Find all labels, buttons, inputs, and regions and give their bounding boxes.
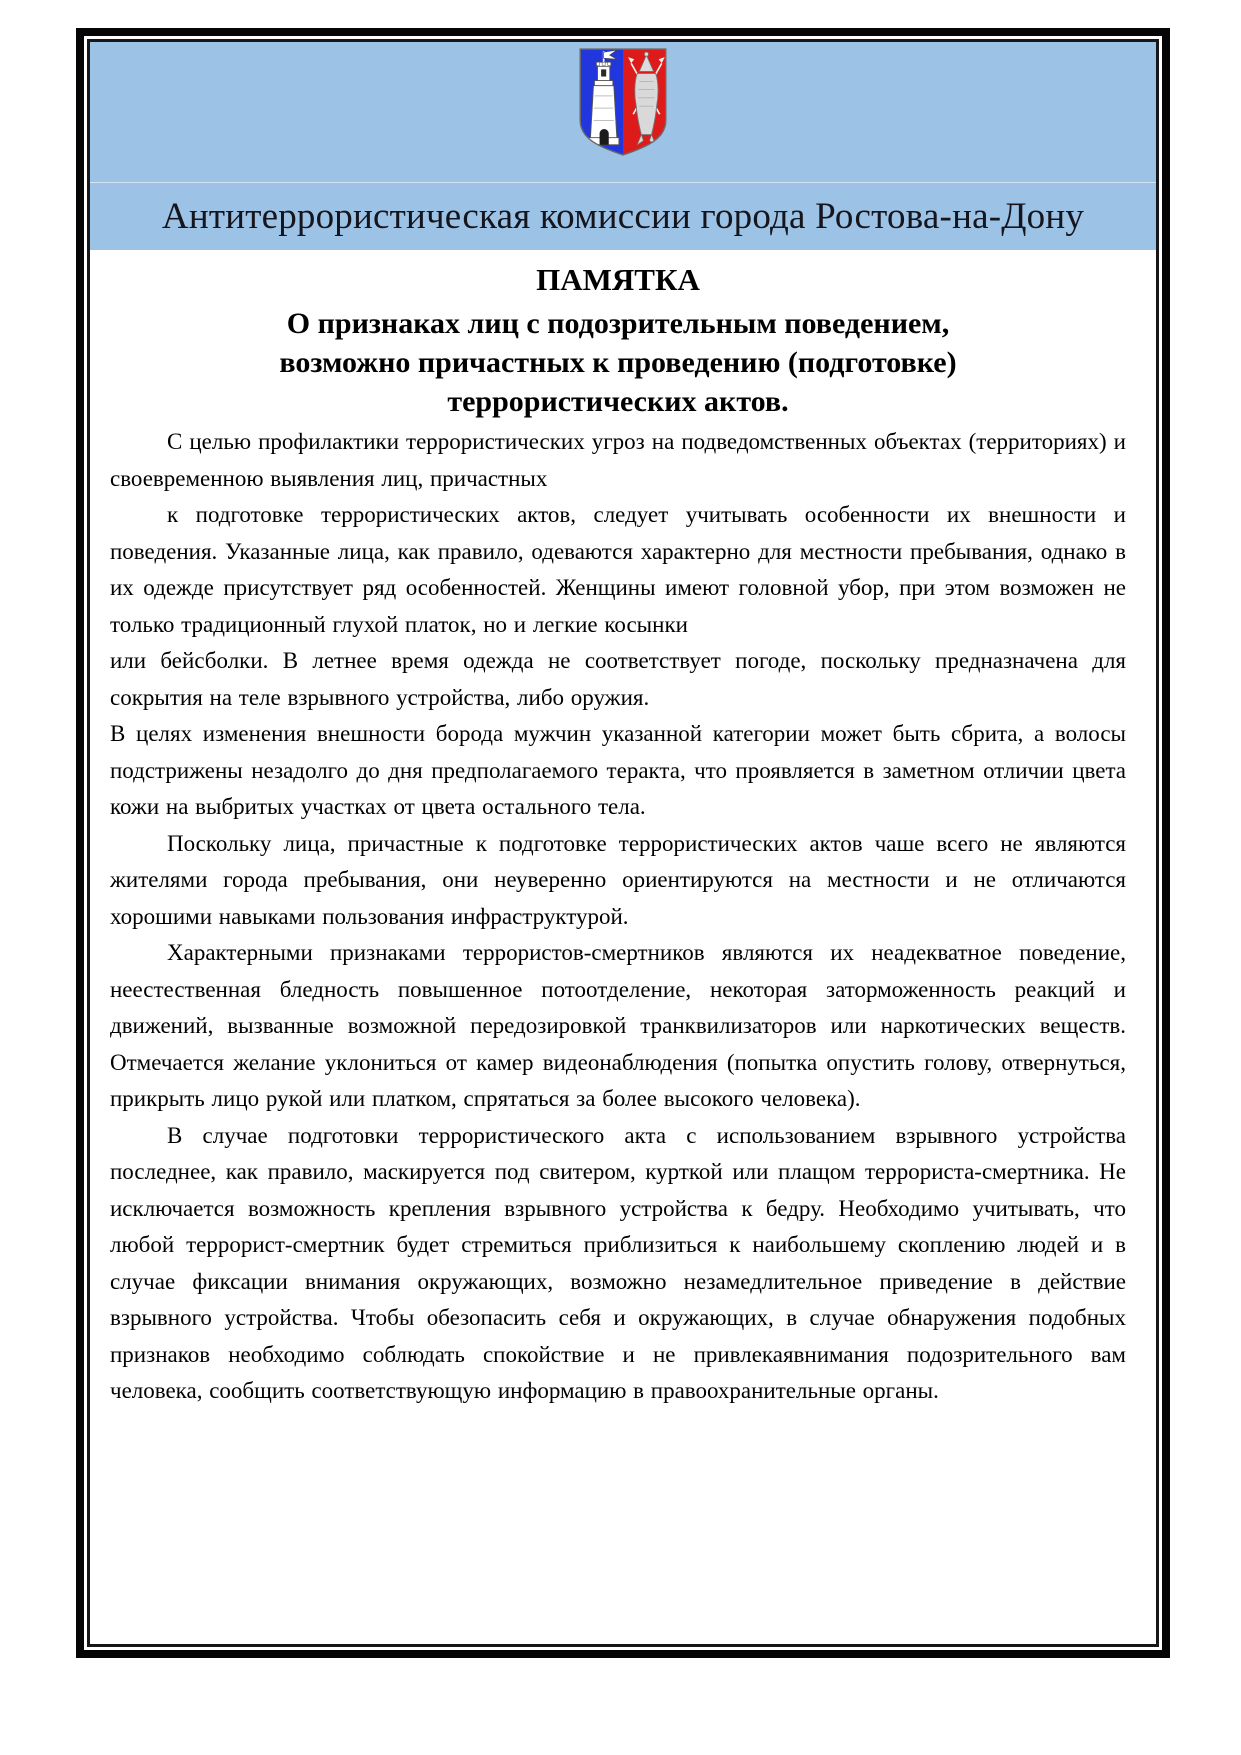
banner: [90, 42, 1156, 250]
body-paragraph-4: В целях изменения внешности борода мужчин указанной категории может быть сбрита, а волосы подстрижены незадолго до дня предполагаемого теракта, что проявляется в заметном отличии цвета кожи на выбритых участках от цвета остального тела.: [110, 721, 1126, 819]
body-paragraph-5: Поскольку лица, причастные к подготовке террористических актов чаше всего не являются жителями города пребывания, они неуверенно ориентируются на местности и не отличаются хорошими навыками пользования инфраструктурой.: [110, 830, 1126, 929]
memo-subtitle-line-1: О признаках лиц с подозрительным поведением,: [286, 307, 950, 340]
emblem-row: [90, 42, 1156, 182]
page-frame-inner: [87, 39, 1159, 1647]
body-paragraph-1: С целью профилактики террористических угроз на подведомственных объектах (территориях) и своевременною выявления лиц, причастных: [110, 429, 1126, 491]
body-paragraph-7: В случае подготовки террористического акта с использованием взрывного устройства последнее, как правило, маскируется под свитером, курткой или плащом террориста-смертника. Не исключается возможность крепления взрывного устройства к бедру. Необходимо учитывать, что любой террорист-смертник будет стремиться приблизиться к наибольшему скоплению людей и в случае фиксации внимания окружающих, возможно незамедлительное приведение в действие взрывного устройства. Чтобы обезопасить себя и окружающих, в случае обнаружения подобных признаков необходимо соблюдать спокойствие и не привлекаявнимания подозрительного вам человека, сообщить соответствующую информацию в правоохранительные органы.: [110, 1122, 1126, 1403]
body-paragraph-3: или бейсболки. В летнее время одежда не соответствует погоде, поскольку предназначена для сокрытия на теле взрывного устройства, либо оружия.: [110, 648, 1126, 710]
memo-title: ПАМЯТКА: [536, 262, 700, 297]
body-paragraph-2: к подготовке террористических актов, следует учитывать особенности их внешности и поведения. Указанные лица, как правило, одеваются характерно для местности пребывания, однако в их одежде присутствует ряд особенностей. Женщины имеют головной убор, при этом возможен не только традиционный глухой платок, но и легкие косынки: [110, 502, 1126, 637]
memo-subtitle-line-2: возможно причастных к проведению (подготовке): [279, 346, 957, 379]
body-paragraph-6: Характерными признаками террористов-смертников являются их неадекватное поведение, неестественная бледность повышенное потоотделение, некоторая заторможенность реакций и движений, вызванные возможной передозировкой транквилизаторов или наркотических веществ. Отмечается желание уклониться от камер видеонаблюдения (попытка опустить голову, отвернуться, прикрыть лицо рукой или платком, спрятаться за более высокого человека).: [110, 940, 1126, 1111]
banner-title-row: [90, 182, 1156, 250]
memo-content: [90, 250, 1156, 1644]
banner-title: Антитеррористическая комиссии города Ростова-на-Дону: [161, 196, 1085, 237]
page-frame: [76, 28, 1170, 1658]
memo-subtitle-line-3: террористических актов.: [447, 385, 789, 418]
coat-of-arms-icon: [576, 47, 670, 157]
